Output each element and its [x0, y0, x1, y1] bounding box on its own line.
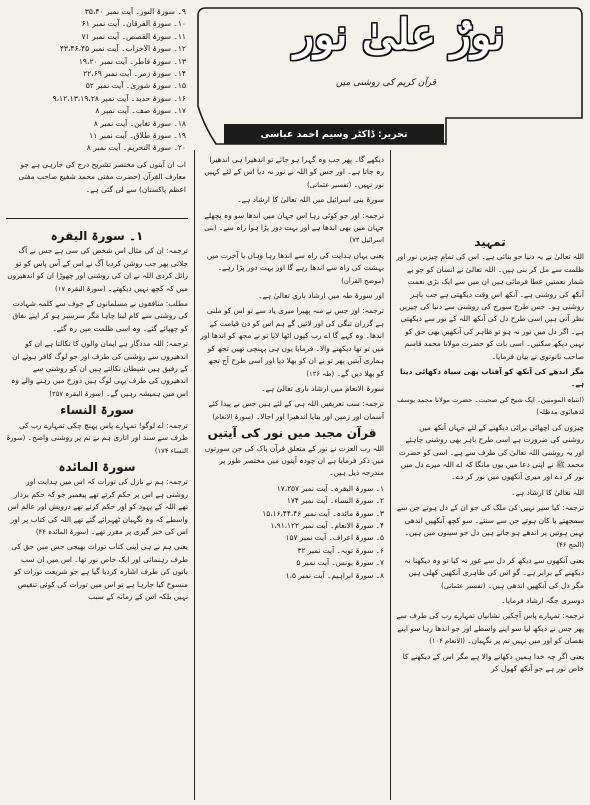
list-item: ۱۔ سورۃ البقرہ۔ آیت نمبر ۱۷،۲۵۷: [276, 483, 384, 493]
reference: (سورۃ البقرہ ۱۷): [55, 284, 106, 293]
body-paragraph: [6, 420, 188, 457]
toc-item: ۱۷۔ سورۃ صف۔ آیت نمبر ۸: [95, 106, 186, 116]
body-paragraph: چیزوں کی اچھائی برائی دیکھنے کے لئے جہاں آنکھ میں روشنی کی ضرورت ہے اسی طرح باہر بھی روشنی چاہئے اور یہ روشنی اللہ تعالیٰ کی طرف سے ہے۔ اسی کو حضرت محمد ﷺ نے اپنی دعا میں یوں مانگا کہ اے اللہ میرے دل میں نور کر دے اور میری آنکھوں میں نور کر دے۔: [398, 422, 584, 482]
list-item: ۵۔ سورۃ اعراف۔ آیت نمبر ۱۵۷: [285, 533, 384, 543]
author-byline: تحریر: ڈاکٹر وسیم احمد عباسی: [224, 124, 444, 144]
toc-item: ۱۴۔ سورۃ زمر۔ آیت نمبر ۲۲،۶۹: [83, 69, 186, 79]
quote-paragraph: [396, 366, 584, 391]
title-banner: [196, 6, 584, 146]
reference: (سورۃ المائدہ ۴۴): [35, 527, 89, 536]
body-paragraph: [200, 210, 384, 247]
list-item: ۶۔ سورۃ توبہ۔ آیت نمبر ۳۲: [297, 545, 384, 555]
reference: (الانعام ۱۰۴): [429, 637, 465, 646]
toc-item: ۱۸۔ سورۃ تغابن۔ آیت نمبر ۸: [93, 118, 186, 128]
body-paragraph: اللہ تعالیٰ کا ارشاد ہے۔: [511, 487, 584, 497]
section-heading: تمہید: [474, 235, 506, 249]
column-divider: [194, 150, 195, 800]
quote-text: مگر اندھے کی آنکھ کو آفتاب بھی سیاہ دکھائی دیتا ہے۔: [400, 367, 584, 389]
right-column: [396, 232, 584, 678]
reference: (بنی اسرائیل ۷۲): [204, 224, 384, 245]
body-paragraph: [6, 245, 188, 295]
body-paragraph: [6, 338, 188, 400]
body-paragraph: سورۃ بنی اسرائیل میں اللہ تعالیٰ کا ارشاد ہے۔: [237, 195, 384, 205]
body-paragraph: اللہ رب العزت نے نور کے متعلق قرآن پاک کی جن سورتوں میں ذکر فرمایا ہے ان چودہ آیتوں میں مختصر طور پر مندرجہ ذیل ہیں۔: [204, 443, 384, 478]
body-paragraph: [200, 154, 384, 191]
body-paragraph: [200, 250, 384, 287]
translation-text: ترجمہ: تمہارے پاس آچکیں نشانیاں تمہارے رب کی طرف سے پھر جس نے دیکھ لیا سو اپنے واسطے اور جو اندھا رہا سو اپنے نقصان کو اور میں نہیں تم پر نگہبان۔: [396, 611, 584, 646]
reference: (الحج ۴۶): [556, 541, 584, 550]
paragraph-text: یعنی یہاں ہدایت کی راہ سے اندھا رہا وہاں یا آخرت میں بہشت کی راہ سے اندھا رہے گا اور بہت دور پڑا رہے۔: [206, 250, 384, 273]
reference: (طہ ۱۲۶): [306, 369, 335, 378]
body-paragraph: اور سورۃ طہ میں ارشاد باری تعالیٰ ہے۔: [258, 291, 384, 301]
translation-text: ترجمہ: اللہ مددگار ہے ایمان والوں کا نکالتا ہے ان کو اندھیروں سے روشنی کی طرف اور جو لوگ کافر ہوئے ان کے رفیق ہیں شیطان نکالتے ہیں ان کو روشنی سے اندھیروں کی طرف یہی لوگ ہیں دوزخ میں رہنے والے وہ اس میں ہمیشہ رہیں گے۔: [11, 339, 188, 398]
toc-item: ۱۱۔ سورۃ القصص۔ آیت نمبر ۷۱: [81, 31, 186, 41]
list-item: ۲۔ سورۃ النساء۔ آیت نمبر ۱۷۴: [286, 496, 384, 506]
body-paragraph: مطلب: منافقوں نے مسلمانوں کے خوف سے کلمہ شہادت کی روشنی سے کام لینا چاہا مگر سرسبز ہو کر اپنے نفاق کو چھپائے گئے۔ وہ اسی ظلمت میں رہ گئے۔: [12, 299, 188, 333]
paragraph-text: یعنی آنکھوں سے دیکھ کر دل سے غور نہ کیا تو وہ دیکھنا نہ دیکھنے کے برابر ہے۔ گو اس کی ظاہری آنکھیں کھلی ہیں مگر دل کی آنکھیں اندھی ہیں۔: [404, 555, 584, 590]
body-paragraph: سورۃ الانعام میں ارشاد باری تعالیٰ ہے۔: [261, 383, 384, 393]
body-paragraph: یعنی ہم نے ہی اپنی کتاب تورات بھیجی جس میں حق کی طرف رہنمائی اور ایک خاص نور تھا۔ اس میں ان سب باتوں کی طرف اشارہ کردیا گیا ہے جو شریعت تورات کو منسوخ کیا جارہا ہے تو اس میں تورات کی کوئی تنقیص نہیں بلکہ اس کے زمانہ کے سبب: [11, 542, 188, 601]
reference: (تفسیر عثمانی): [441, 581, 486, 590]
toc-item: ۱۰۔ سورۃ الفرقان۔ آیت نمبر ۶۱: [81, 19, 186, 29]
body-paragraph: یعنی اگر چہ خدا ہمیں دکھانے والا ہے مگر اس کے دیکھنے کا خاص نور ہے جو آنکھ کھول کر: [402, 651, 584, 673]
body-paragraph: [396, 502, 584, 552]
section-divider: [6, 218, 188, 219]
body-paragraph: [200, 305, 384, 379]
list-item: ۷۔ سورۃ یونس۔ آیت نمبر ۵: [296, 558, 384, 568]
body-paragraph: [396, 555, 584, 592]
section-heading: سورۃ المائدہ: [58, 459, 136, 474]
list-item: ۳۔ سورۃ مائدہ۔ آیت نمبر ۱۵،۱۶،۴۴،۴۶: [262, 508, 384, 518]
reference: (موضح القرآن): [341, 276, 384, 285]
translation-text: ترجمہ: ان کی مثال اس شخص کی سی ہے جس نے آگ جلائی پھر جب روشن کردیا آگ نے اس کے آس پاس کو تو زائل کردی اللہ نے ان کی روشنی اور چھوڑا ان کو اندھیروں میں کہ کچھ نہیں دیکھتے۔: [7, 246, 188, 293]
translation-text: ترجمہ: ہم نے نازل کی تورات کہ اس میں ہدایت اور روشنی ہے اس پر حکم کرتے تھے پیغمبر جو کہ حکم بردار تھے اللہ کے یہود کو اور حکم کرتے تھے درویش اور عالم اس واسطے کہ وہ نگہبان ٹھہرائے گئے تھے اللہ کی کتاب پر اور اس کی خبر گیری پر مقرر تھے۔: [7, 477, 188, 536]
reference: (تفسیر عثمانی): [306, 180, 352, 189]
reference: (انتباہ المومنین۔ ایک شیخ کی صحبت۔ حضرت مولانا محمد یوسف لدھیانوی مدظلہ): [397, 395, 584, 417]
body-paragraph: [200, 398, 384, 423]
left-column: [6, 226, 188, 606]
translation-text: ترجمہ: اور جو کوئی رہا اس جہان میں اندھا سو وہ پچھلے جہان میں بھی اندھا ہے اور بہت دور پڑا ہوا راہ سے۔: [204, 210, 384, 233]
section-heading: قرآن مجید میں نور کی آیتیں: [207, 426, 377, 441]
reference: (سورۃ الانعام): [212, 412, 254, 421]
body-paragraph: [396, 610, 584, 647]
toc-item: ۱۳۔ سورۃ فاطر۔ آیت نمبر ۱۹،۲۰: [78, 56, 186, 66]
section-heading: ۱۔ سورۃ البقرہ: [50, 229, 144, 243]
toc-item: ۱۶۔ سورۃ حدید۔ آیت نمبر ۹،۱۲،۱۳،۱۹،۲۸: [52, 93, 186, 103]
translation-text: ترجمہ: اے لوگو! تمہارے پاس پہنچ چکی تمہارے رب کی طرف سے سند اور اتاری ہم نے تم پر روشنی واضح۔: [18, 420, 188, 443]
toc-item: ۲۰۔ سورۃ التحریم۔ آیت نمبر ۸: [86, 143, 186, 153]
toc-item: ۱۵۔ سورۃ شوریٰ۔ آیت نمبر ۵۲: [85, 81, 186, 91]
toc-item: ۱۹۔ سورۃ طلاق۔ آیت نمبر ۱۱: [89, 131, 186, 141]
article-title: نورٌ علیٰ نور: [293, 10, 505, 59]
paragraph-text: دیکھے گا۔ پھر جب وہ گہرا ہو جائے تو اندھیرا ہی اندھیرا رہ جاتا ہے۔ اور جس کو اللہ نے نور نہ دیا اس کے لئے کہیں نور نہیں۔: [204, 155, 384, 189]
toc-item: ۱۲۔ سورۃ الاحزاب۔ آیت نمبر ۴۳،۴۶،۴۵: [59, 44, 186, 54]
translation-text: ترجمہ: سب تعریفیں اللہ ہی کے لئے ہیں جس نے پیدا کئے آسمان اور زمین اور بنایا اندھیرا اور اجالا۔: [208, 399, 384, 421]
column-divider: [390, 150, 391, 800]
toc-note: اب ان آیتوں کی مختصر تشریح درج کی جارہی ہے جو معارف القرآن (حضرت مفتی محمد شفیع صاحب مفتی اعظم پاکستان) سے لی گئی ہے۔: [18, 159, 186, 194]
reference: (سورۃ البقرہ ۲۵۷): [49, 389, 104, 398]
article-subtitle: قرآن کریم کی روشنی میں: [335, 78, 437, 88]
section-heading: سورۃ النساء: [60, 403, 134, 418]
body-paragraph: اللہ تعالیٰ نے یہ دنیا جو بنائی ہے۔ اس کی تمام چیزیں نور اور ظلمت سے مل کر بنی ہیں۔ اللہ تعالیٰ نے انسان کو جو بے شمار نعمتیں عطا فرمائی ہیں ان میں سے ایک بڑی نعمت آنکھ کی روشنی ہے۔ آنکھ اس وقت دیکھتی ہے جب باہر روشنی ہو۔ جس طرح سورج کی روشنی سے دنیا کی چیزیں نظر آتی ہیں اسی طرح دل کی آنکھ اللہ کے نور سے دیکھتی ہے۔ اگر دل میں نور نہ ہو تو ظاہر کی آنکھیں بھی حق کو نہیں دیکھ سکتیں۔ اسی بات کو حضرت مولانا محمد قاسم صاحب نانوتوی نے بیان فرمایا۔: [396, 252, 584, 361]
body-paragraph: دوسری جگہ ارشاد فرمایا۔: [501, 595, 584, 605]
reference: (سورۃ النساء ۱۷۴): [6, 434, 188, 455]
list-item: ۸۔ سورۃ ابراہیم۔ آیت نمبر ۱،۵: [285, 570, 384, 580]
translation-text: ترجمہ: اور جس نے منہ پھیرا میری یاد سے تو اس کو ملنی ہے گزران تنگی کی اور لائیں گے ہم اس کو دن قیامت کے اندھا۔ وہ کہے گا اے رب کیوں اٹھا لایا تو نے مجھ کو اندھا اور میں تو تھا دیکھنے والا۔ فرمایا یوں ہی پہنچی تھیں تجھ کو ہماری آیتیں پھر تو نے ان کو بھلا دیا اور اسی طرح آج تجھ کو بھلا دیں گے۔: [200, 306, 384, 378]
toc-item: ۹۔ سورۃ النور۔ آیت نمبر ۳۵،۴۰: [84, 7, 186, 16]
list-item: ۴۔ سورۃ الانعام۔ آیت نمبر ۱،۹۱،۱۲۲: [270, 520, 384, 530]
translation-text: ترجمہ: کیا سیر نہیں کی ملک کی جو ان کے دل ہوتے جن سے سمجھتے یا کان ہوتے جن سے سنتے۔ سو کچھ آنکھیں اندھی نہیں ہوتیں پر اندھے ہو جاتے ہیں دل جو سینوں میں ہیں۔: [396, 503, 584, 537]
body-paragraph: [6, 476, 188, 538]
surah-index-list: [6, 6, 186, 199]
middle-column: [200, 154, 384, 582]
